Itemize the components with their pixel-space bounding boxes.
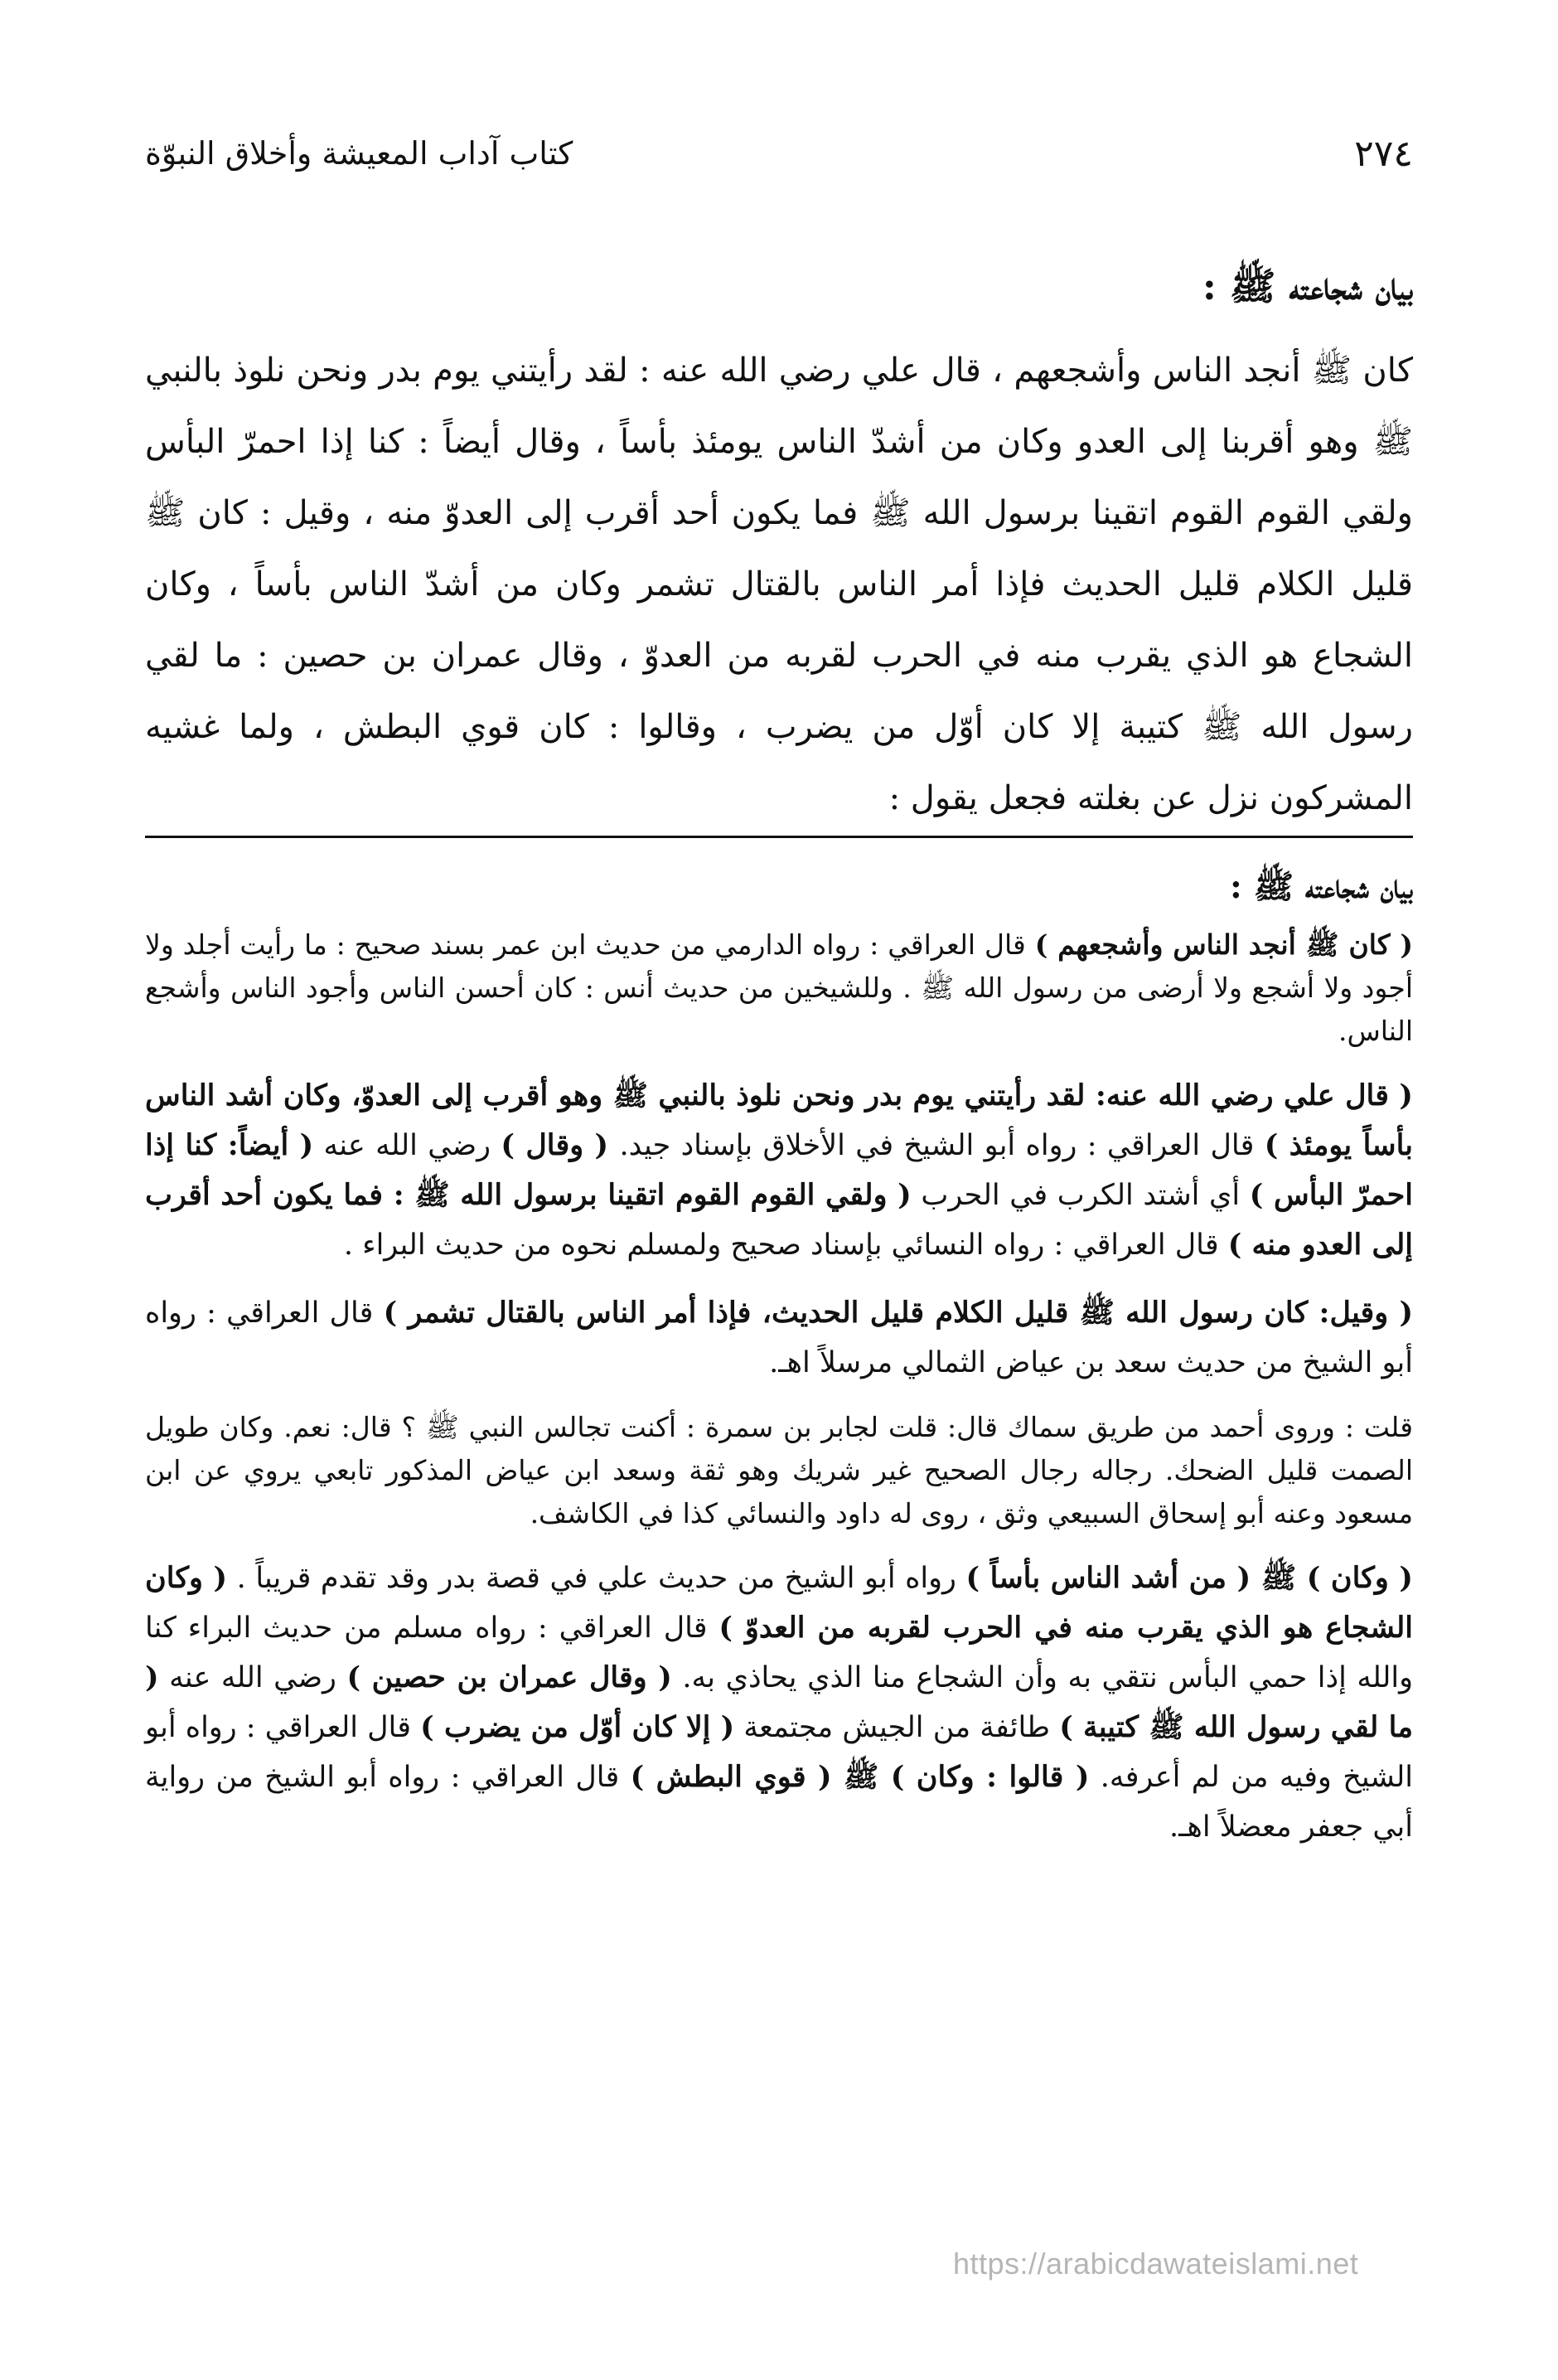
section-heading: بيان شجاعته ﷺ : [1202,264,1413,308]
running-header [145,124,1413,182]
note-text: أي أشتد الكرب في الحرب [911,1179,1250,1212]
note-text: قال العراقي : رواه أبو الشيخ من رواية أبي جعفر معضلاً اهـ. [145,1761,1413,1844]
note-quote: ( وقال عمران بن حصين ) [346,1660,672,1694]
commentary-note [145,923,1413,1053]
note-quote: ( قال علي رضي الله عنه: لقد رأيتني يوم بدر ونحن نلوذ بالنبي ﷺ وهو أقرب إلى العدوّ، وكان أشد الناس بأساً يومئذ ) [145,1079,1413,1162]
note-quote: ( وكان ) ﷺ ( من أشد الناس بأساً ) [965,1561,1413,1595]
book-title: كتاب آداب المعيشة وأخلاق النبوّة [145,135,573,172]
commentary-heading: بيان شجاعته ﷺ : [1230,867,1413,906]
note-text: قلت : وروى أحمد من طريق سماك قال: قلت لجابر بن سمرة : أكنت تجالس النبي ﷺ ؟ قال: نعم. وكان طويل الصمت قليل الضحك. رجاله رجال الصحيح غير شريك وهو ثقة وسعد ابن عياض المذكور تابعي يروي عن ابن مسعود وعنه أبو إسحاق السبيعي وثق ، روى له داود والنسائي كذا في الكاشف. [145,1411,1413,1529]
note-quote: ( كان ﷺ أنجد الناس وأشجعهم ) [1034,928,1413,961]
note-text: قال العراقي : رواه مسلم من حديث البراء كنا والله إذا حمي البأس نتقي به وأن الشجاع منا الذي يحاذي به. [145,1612,1413,1694]
commentary-section [145,854,1413,1870]
footnote-separator [145,836,1413,838]
main-paragraph: كان ﷺ أنجد الناس وأشجعهم ، قال علي رضي الله عنه : لقد رأيتني يوم بدر ونحن نلوذ بالنبي ﷺ وهو أقربنا إلى العدو وكان من أشدّ الناس يومئذ بأساً ، وقال أيضاً : كنا إذا احمرّ البأس ولقي القوم القوم اتقينا برسول الله ﷺ فما يكون أحد أقرب إلى العدوّ منه ، وقيل : كان ﷺ قليل الكلام قليل الحديث فإذا أمر الناس بالقتال تشمر وكان من أشدّ الناس بأساً ، وكان الشجاع هو الذي يقرب منه في الحرب لقربه من العدوّ ، وقال عمران بن حصين : ما لقي رسول الله ﷺ كتيبة إلا كان أوّل من يضرب ، وقالوا : كان قوي البطش ، ولما غشيه المشركون نزل عن بغلته فجعل يقول : [145,351,1413,817]
commentary-note [145,1554,1413,1852]
note-quote: ( ما لقي رسول الله ﷺ كتيبة ) [145,1660,1414,1744]
main-text [145,249,1413,834]
commentary-note [145,1288,1413,1388]
note-text: طائفة من الجيش مجتمعة [734,1711,1060,1744]
note-quote: ( ولقي القوم القوم اتقينا برسول الله ﷺ : فما يكون أحد أقرب إلى العدو منه ) [145,1178,1413,1262]
source-watermark-url[interactable]: https://arabicdawateislami.net [953,2247,1359,2281]
note-quote: ( وقال ) [501,1128,620,1162]
note-quote: ( إلا كان أوّل من يضرب ) [420,1710,735,1744]
note-quote: ( وكان الشجاع هو الذي يقرب منه في الحرب لقربه من العدوّ ) [145,1561,1413,1645]
note-quote: ( أيضاً: كنا إذا احمرّ البأس ) [145,1128,1413,1212]
note-text: رضي الله عنه [313,1129,501,1162]
note-text: قال العراقي : رواه أبو الشيخ من حديث سعد بن عياض الثمالي مرسلاً اهـ. [145,1297,1413,1379]
note-text: قال العراقي : رواه الدارمي من حديث ابن عمر بسند صحيح : ما رأيت أجلد ولا أجود ولا أشجع ولا أرضى من رسول الله ﷺ . وللشيخين من حديث أنس : كان أحسن الناس وأجود الناس وأشجع الناس. [145,928,1413,1047]
note-text: رضي الله عنه [158,1661,347,1694]
note-quote: ( قالوا : وكان ) ﷺ ( قوي البطش ) [630,1760,1090,1794]
note-text: قال العراقي : رواه أبو الشيخ وفيه من لم أعرفه. [145,1711,1413,1794]
note-text: قال العراقي : رواه أبو الشيخ في الأخلاق بإسناد جيد. [619,1129,1265,1162]
commentary-note [145,1071,1413,1270]
page-number: ٢٧٤ [1354,132,1413,175]
note-quote: ( وقيل: كان رسول الله ﷺ قليل الكلام قليل الحديث، فإذا أمر الناس بالقتال تشمر ) [383,1296,1413,1330]
note-text: قال العراقي : رواه النسائي بإسناد صحيح ولمسلم نحوه من حديث البراء . [343,1229,1228,1262]
commentary-note [145,1406,1413,1535]
note-text: رواه أبو الشيخ من حديث علي في قصة بدر وقد تقدم قريباً . [227,1562,966,1595]
